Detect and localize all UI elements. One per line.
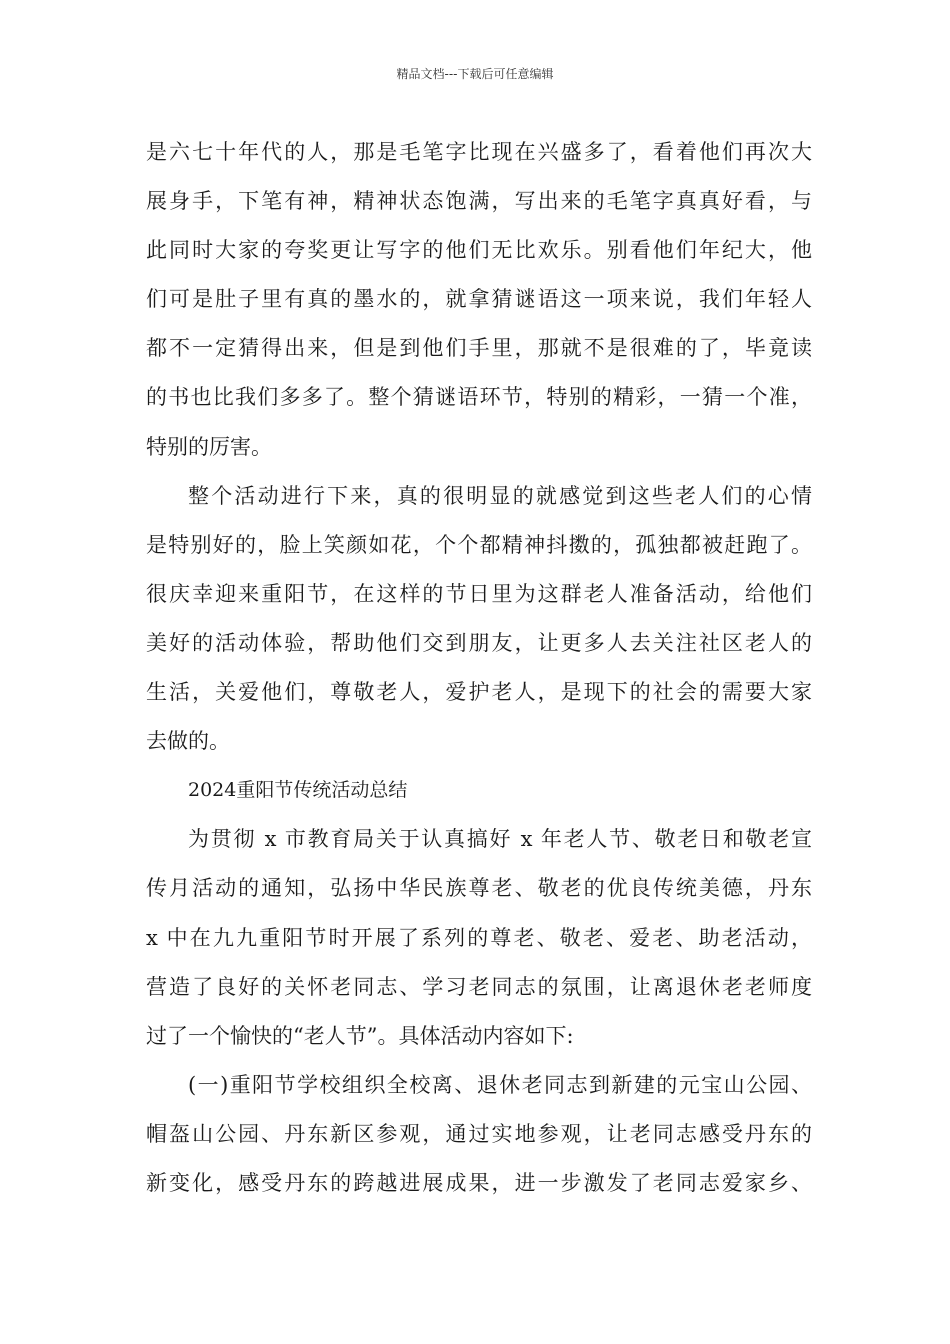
text-line: 帽盔山公园、丹东新区参观，通过实地参观，让老同志感受丹东的 <box>146 1121 812 1146</box>
text-line: 过了一个愉快的“老人节”。具体活动内容如下: <box>146 1023 574 1048</box>
page-header: 精品文档---下载后可任意编辑 <box>396 67 554 81</box>
text-line: 新变化，感受丹东的跨越进展成果，进一步激发了老同志爱家乡、 <box>146 1170 812 1195</box>
text-line: 传月活动的通知，弘扬中华民族尊老、敬老的优良传统美德，丹东 <box>146 876 812 901</box>
text-line: 美好的活动体验，帮助他们交到朋友，让更多人去关注社区老人的 <box>146 630 812 655</box>
text-line: 去做的。 <box>146 729 230 754</box>
text-line: 很庆幸迎来重阳节，在这样的节日里为这群老人准备活动，给他们 <box>146 581 812 606</box>
text-line: 都不一定猜得出来，但是到他们手里，那就不是很难的了，毕竟读 <box>146 336 812 361</box>
text-line: 营造了良好的关怀老同志、学习老同志的氛围，让离退休老老师度 <box>146 974 812 999</box>
text-line: 为贯彻 x 市教育局关于认真搞好 x 年老人节、敬老日和敬老宣 <box>188 827 812 852</box>
text-line: 的书也比我们多多了。整个猜谜语环节，特别的精彩，一猜一个准， <box>146 385 812 410</box>
text-line: 生活，关爱他们，尊敬老人，爱护老人，是现下的社会的需要大家 <box>146 680 812 705</box>
text-line: 是特别好的，脸上笑颜如花，个个都精神抖擞的，孤独都被赶跑了。 <box>146 532 812 557</box>
text-line: 们可是肚子里有真的墨水的，就拿猜谜语这一项来说，我们年轻人 <box>146 287 812 312</box>
text-line: 特别的厉害。 <box>146 434 272 459</box>
text-line: 展身手，下笔有神，精神状态饱满，写出来的毛笔字真真好看，与 <box>146 189 812 214</box>
document-body <box>146 128 812 1208</box>
text-line: (一)重阳节学校组织全校离、退休老同志到新建的元宝山公园、 <box>188 1072 812 1097</box>
text-line: x 中在九九重阳节时开展了系列的尊老、敬老、爱老、助老活动， <box>146 925 812 950</box>
text-line: 是六七十年代的人，那是毛笔字比现在兴盛多了，看着他们再次大 <box>146 140 812 164</box>
section-heading: 2024重阳节传统活动总结 <box>188 779 408 802</box>
text-line: 此同时大家的夸奖更让写字的他们无比欢乐。别看他们年纪大，他 <box>146 238 812 263</box>
text-line: 整个活动进行下来，真的很明显的就感觉到这些老人们的心情 <box>188 483 812 508</box>
